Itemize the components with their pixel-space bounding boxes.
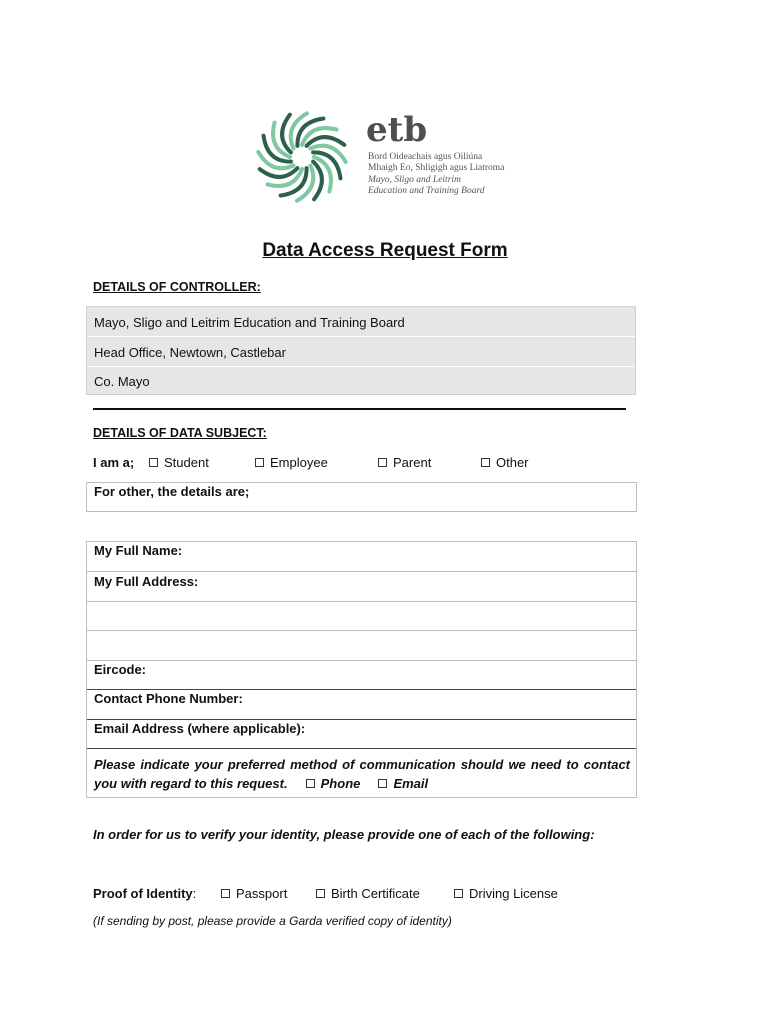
- checkbox-icon[interactable]: [378, 779, 387, 788]
- option-driving-license[interactable]: [454, 886, 558, 901]
- checkbox-icon[interactable]: [481, 458, 490, 467]
- proof-of-identity-label: [93, 886, 196, 901]
- controller-county: Co. Mayo: [94, 374, 150, 389]
- address-line-field[interactable]: [87, 630, 636, 660]
- logo-line-4: Education and Training Board: [368, 186, 485, 196]
- phone-label: Contact Phone Number:: [94, 691, 243, 706]
- preference-text: [94, 755, 630, 793]
- preference-question: Please indicate your preferred method of communication should we need to contact you with regard to this request.: [94, 757, 630, 791]
- eircode-field[interactable]: [87, 660, 636, 690]
- controller-line: [87, 366, 635, 396]
- pref-email-option[interactable]: [378, 776, 428, 791]
- option-label: Parent: [393, 455, 432, 470]
- other-details-label: For other, the details are;: [94, 484, 250, 499]
- option-passport[interactable]: [221, 886, 287, 901]
- pref-email-label: Email: [393, 776, 429, 791]
- controller-line: [87, 307, 635, 337]
- personal-details-table: [86, 541, 637, 798]
- other-details-field[interactable]: [86, 482, 637, 512]
- address-line-field[interactable]: [87, 601, 636, 631]
- checkbox-icon[interactable]: [221, 889, 230, 898]
- i-am-label: I am a;: [93, 455, 135, 470]
- option-label: Birth Certificate: [331, 886, 420, 901]
- option-employee[interactable]: [255, 455, 328, 470]
- page-title: Data Access Request Form: [262, 240, 508, 261]
- checkbox-icon[interactable]: [378, 458, 387, 467]
- logo-line-2: Mhaigh Eo, Shligigh agus Liatroma: [368, 163, 505, 173]
- post-note: (If sending by post, please provide a Garda verified copy of identity): [93, 914, 452, 928]
- email-field[interactable]: [87, 719, 636, 749]
- option-label: Student: [164, 455, 209, 470]
- phone-field[interactable]: [87, 689, 636, 719]
- pref-phone-option[interactable]: [306, 776, 361, 791]
- option-birth-certificate[interactable]: [316, 886, 420, 901]
- pref-phone-label: Phone: [320, 776, 361, 791]
- checkbox-icon[interactable]: [149, 458, 158, 467]
- option-other[interactable]: [481, 455, 529, 470]
- verify-instructions: In order for us to verify your identity, please provide one of each of the following:: [93, 827, 595, 842]
- option-student[interactable]: [149, 455, 209, 470]
- checkbox-icon[interactable]: [316, 889, 325, 898]
- controller-details-box: [86, 306, 636, 395]
- option-label: Employee: [270, 455, 328, 470]
- section-divider: [93, 408, 626, 410]
- option-label: Other: [496, 455, 529, 470]
- email-label: Email Address (where applicable):: [94, 721, 306, 736]
- controller-address: Head Office, Newtown, Castlebar: [94, 345, 286, 360]
- eircode-label: Eircode:: [94, 662, 147, 677]
- checkbox-icon[interactable]: [255, 458, 264, 467]
- logo-line-3: Mayo, Sligo and Leitrim: [368, 175, 461, 185]
- full-name-label: My Full Name:: [94, 543, 183, 558]
- data-subject-heading: DETAILS OF DATA SUBJECT:: [93, 426, 267, 440]
- option-label: Driving License: [469, 886, 558, 901]
- etb-logo: [252, 110, 522, 205]
- full-name-field[interactable]: [87, 542, 636, 572]
- communication-preference: [87, 748, 636, 798]
- checkbox-icon[interactable]: [306, 779, 315, 788]
- checkbox-icon[interactable]: [454, 889, 463, 898]
- etb-swirl-icon: [252, 110, 362, 205]
- controller-heading: DETAILS OF CONTROLLER:: [93, 280, 261, 294]
- proof-label-colon: :: [192, 886, 197, 901]
- logo-line-1: Bord Oideachais agus Oiliúna: [368, 152, 483, 162]
- option-parent[interactable]: [378, 455, 431, 470]
- proof-label-text: Proof of Identity: [93, 886, 193, 901]
- full-address-label: My Full Address:: [94, 574, 199, 589]
- controller-name: Mayo, Sligo and Leitrim Education and Training Board: [94, 315, 405, 330]
- logo-wordmark: etb: [366, 110, 428, 150]
- controller-line: [87, 337, 635, 367]
- full-address-field[interactable]: [87, 571, 636, 601]
- option-label: Passport: [236, 886, 288, 901]
